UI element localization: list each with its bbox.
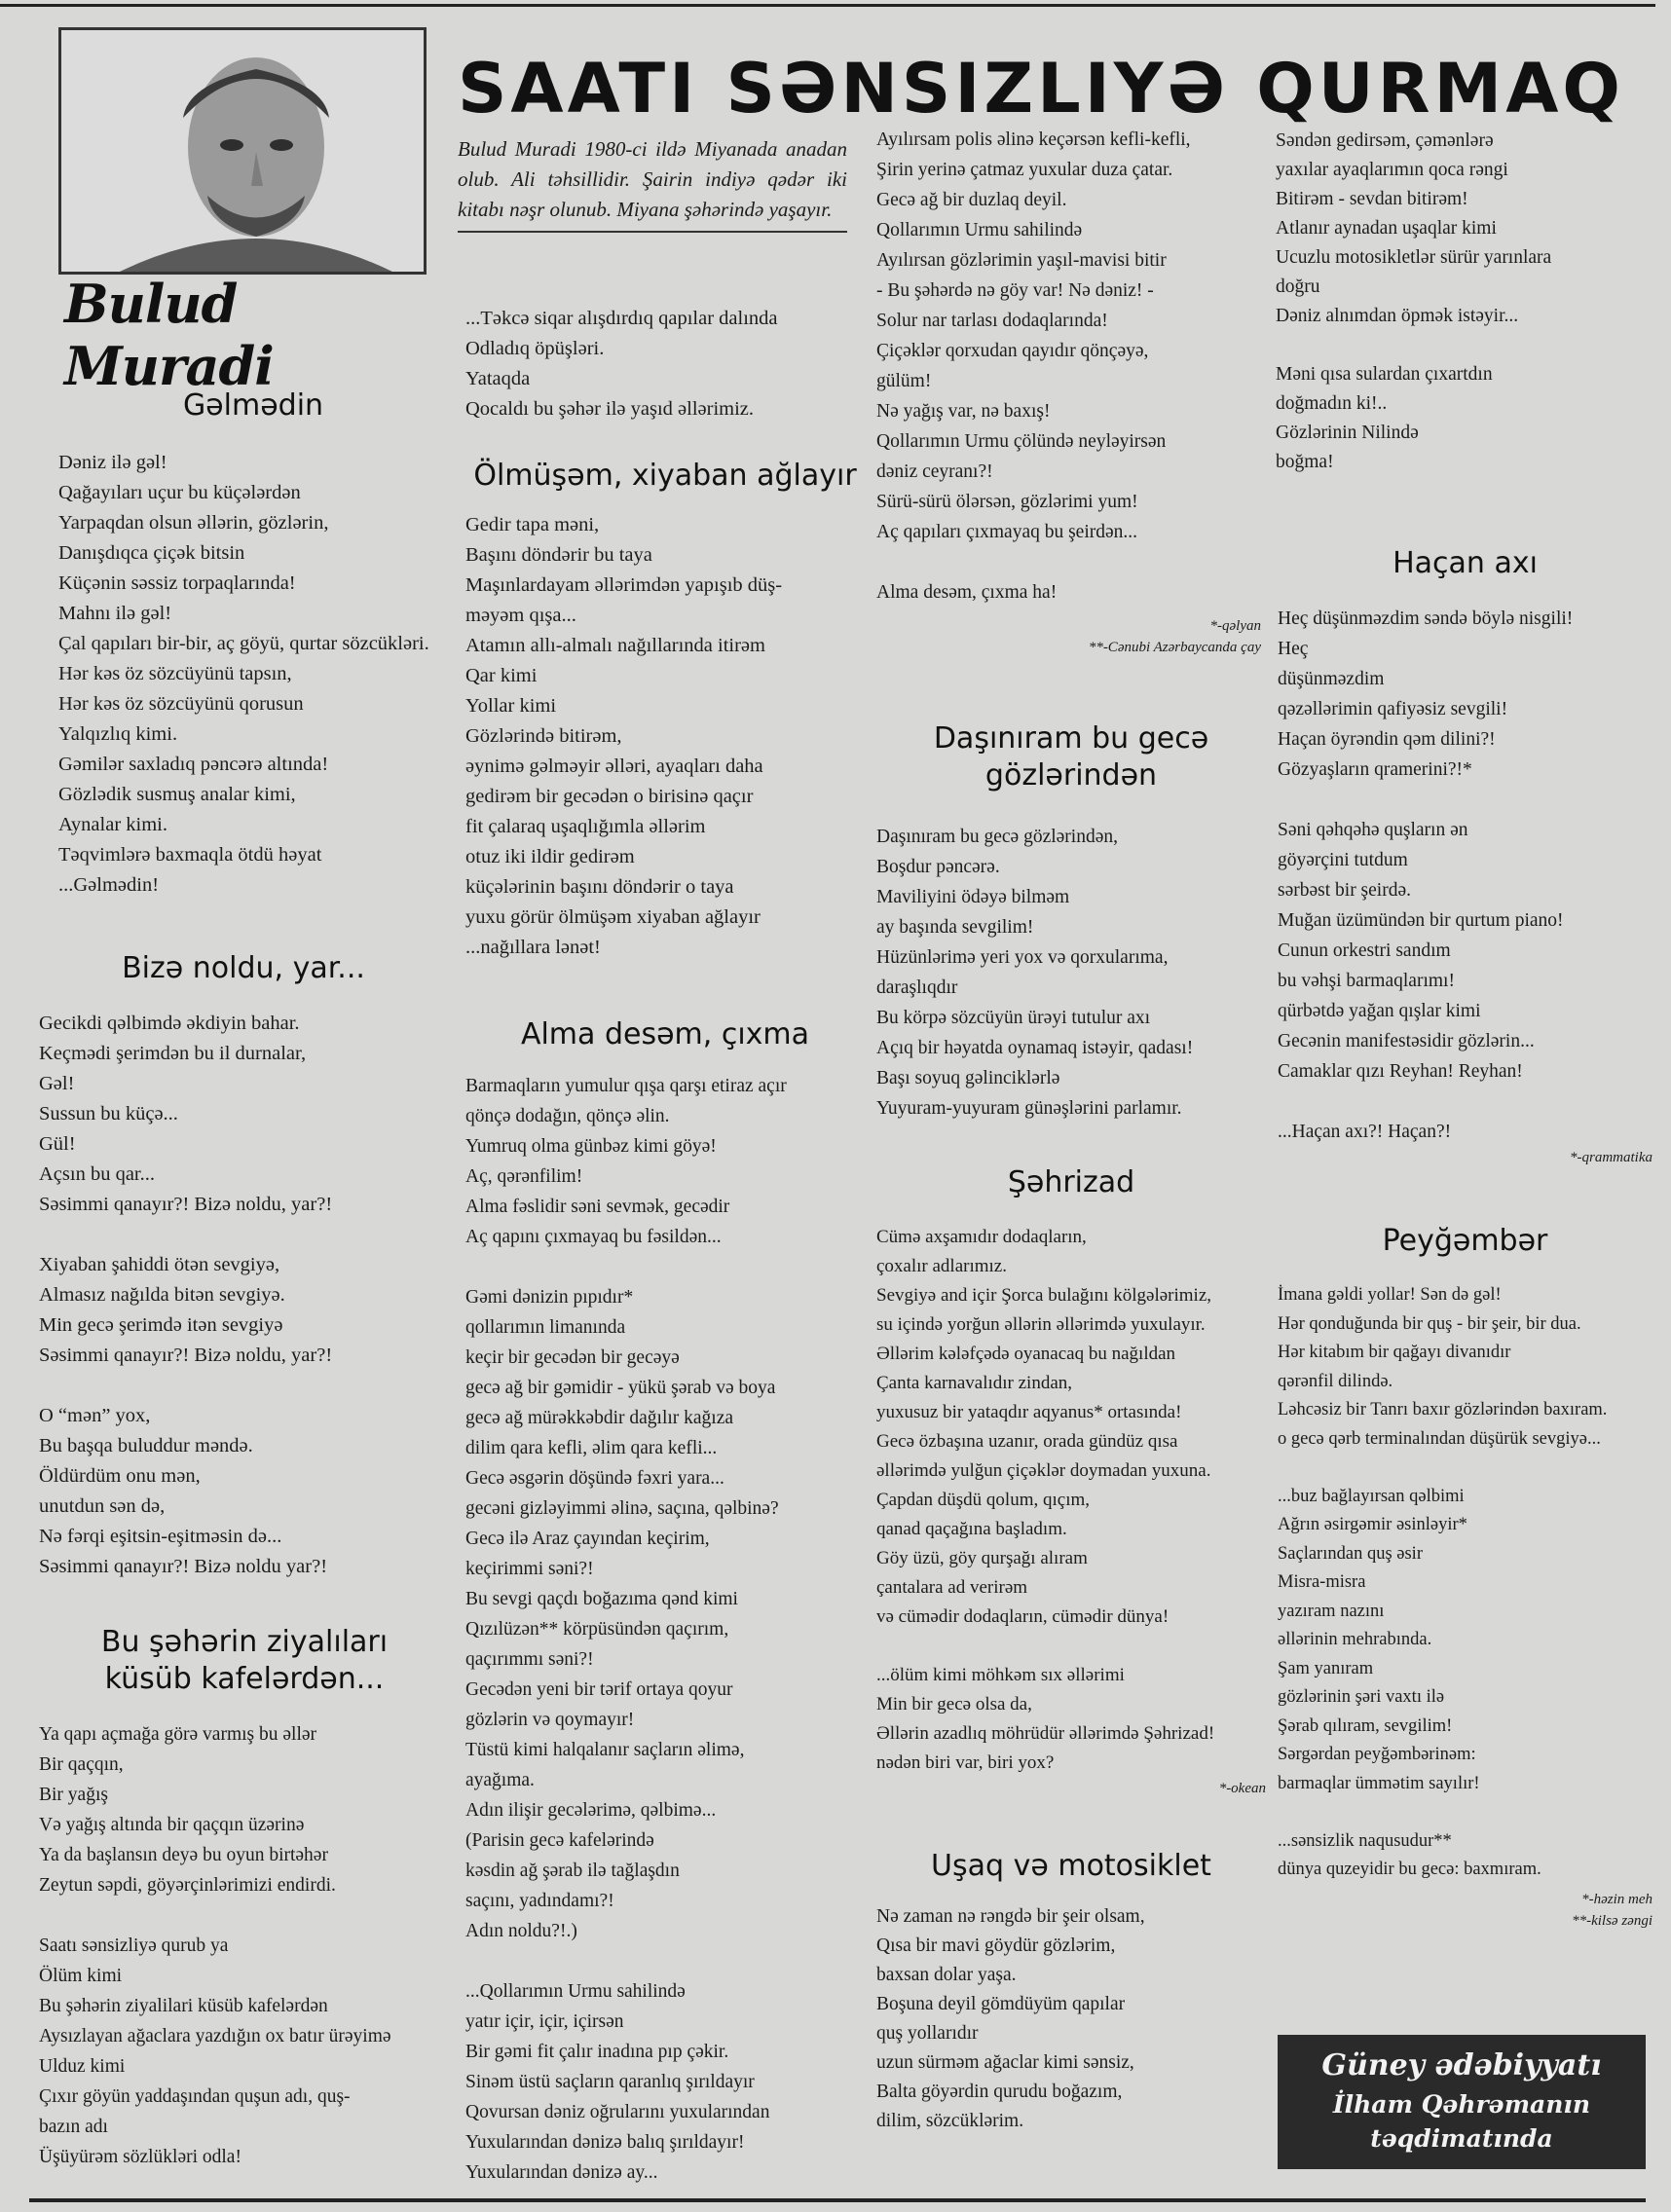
poem-ziyalilar xyxy=(39,1624,458,2172)
poem-text: Gecikdi qəlbimdə əkdiyin bahar. Keçmədi şerimdən bu il durnalar, Gəl! Sussun bu küçə... Gül! Açsın bu qar... Səsimmi qanayır?! Bizə noldu, yar?! Xiyaban şahiddi ötən sevgiyə, Almasız nağılda bitən sevgiyə. Min gecə şerimdə itən sevgiyə Səsimmi qanayır?! Bizə noldu, yar?! O “mən” yox, Bu başqa buluddur məndə. Öldürdüm onu mən, unutdun sən də, Nə fərqi eşitsin-eşitməsin də... Səsimmi qanayır?! Bizə noldu yar?! xyxy=(39,1013,333,1577)
poem-title: Daşınıram bu gecə gözlərindən xyxy=(933,721,1209,793)
top-rule xyxy=(0,4,1655,7)
poem-peygember xyxy=(1278,1223,1652,1932)
poem-title: Ölmüşəm, xiyaban ağlayır xyxy=(473,459,857,493)
poem-title: Şəhrizad xyxy=(1007,1165,1135,1199)
poem-text: ...Təkcə siqar alışdırdıq qapılar dalında Odladıq öpüşləri. Yataqda Qocaldı bu şəhər ilə yaşıd əllərimiz. xyxy=(465,308,778,420)
poem-text: Nə zaman nə rəngdə bir şeir olsam, Qısa bir mavi göydür gözlərim, baxsan dolar yaşa. Boşuna deyil gömdüyüm qapılar quş yollarıdır uzun sürməm ağaclar kimi sənsiz, Balta göyərdin qurudu boğazım, dilim, sözcüklərim. xyxy=(876,1906,1145,2131)
poem-alma xyxy=(465,1016,865,2188)
poem-text: İmana gəldi yollar! Sən də gəl! Hər qonduğunda bir quş - bir şeir, bir dua. Hər kitabım bir qağayı divanıdır qərənfil dilində. Ləhcəsiz bir Tanrı baxır gözlərindən baxıram. o gecə qərb terminalından düşürük sevgiyə... ...buz bağlayırsan qəlbimi Ağrın əsirgəmir əsinləyir* Saçlarından quş əsir Misra-misra yazıram nazını əllərinin mehrabında. Şam yanıram gözlərinin şəri vaxtı ilə Şərab qılıram, sevgilim! Sərgərdan peyğəmbərinəm: barmaqlar ümmətim sayılır! ...sənsizlik naqusudur** dünya quzeyidir bu gecə: baxmıram. xyxy=(1278,1285,1608,1879)
author-bio: Bulud Muradi 1980-ci ildə Miyanada anadan olub. Ali təhsillidir. Şairin indiyə qədər iki kitabı nəşr olunub. Miyana şəhərində yaşayır. xyxy=(458,134,847,233)
poem-title: Haçan axı xyxy=(1392,546,1538,580)
poem-title: Alma desəm, çıxma xyxy=(520,1017,810,1051)
bottom-rule xyxy=(29,2198,1646,2202)
poem-title: Peyğəmbər xyxy=(1382,1224,1548,1258)
poem-text: Ayılırsam polis əlinə keçərsən kefli-kefli, Şirin yerinə çatmaz yuxular duza çatar. Gecə ağ bir duzlaq deyil. Qollarımın Urmu sahilində Ayılırsan gözlərimin yaşıl-mavisi bitir - Bu şəhərdə nə göy var! Nə dəniz! - Solur nar tarlası dodaqlarında! Çiçəklər qorxudan qayıdır qönçəyə, gülüm! Nə yağış var, nə baxış! Qollarımın Urmu çölündə neyləyirsən dəniz ceyranı?! Sürü-sürü ölərsən, gözlərimi yum! Aç qapıları çıxmayaq bu şeirdən... Alma desəm, çıxma ha! xyxy=(876,129,1191,603)
author-photo xyxy=(58,27,427,275)
poem-usaq-continued xyxy=(1276,127,1651,477)
poem-olmusem xyxy=(465,458,865,963)
portrait-image xyxy=(61,30,424,272)
poem-text: Gedir tapa məni, Başını döndərir bu taya Maşınlardayam əllərimdən yapışıb düş- məyəm qışa... Atamın allı-almalı nağıllarında itirəm Qar kimi Yollar kimi Gözlərində bitirəm, əynimə gəlməyir əlləri, ayaqları daha gedirəm bir gecədən o birisinə qaçır fit çalaraq uşaqlığımla əllərim otuz iki ildir gedirəm küçələrinin başını döndərir o taya yuxu görür ölmüşəm xiyaban ağlayır ...nağıllara lənət! xyxy=(465,514,783,958)
footnote: *-okean xyxy=(1218,1781,1266,1796)
presenter-name: İlham Qəhrəmanın xyxy=(1332,2090,1591,2119)
poem-title: Bizə noldu, yar... xyxy=(122,951,365,985)
poem-text: Cümə axşamıdır dodaqların, çoxalır adlarımız. Sevgiyə and içir Şorca bulağını kölgələrimiz, su içində yorğun əllərin əllərimdə yuxulayır. Əllərim kələfçədə oyanacaq bu nağıldan Çanta karnavalıdır zindan, yuxusuz bir yataqdır aqyanus* ortasında! Gecə özbaşına uzanır, orada gündüz qısa əllərimdə yulğun çiçəklər doymadan yuxuna. Çapdan düşdü qolum, qıçım, qanad qaçağına başladım. Göy üzü, göy qurşağı alıram çantalara ad verirəm və cümədir dodaqların, cümədir dünya! ...ölüm kimi möhkəm sıx əllərimi Min bir gecə olsa da, Əllərin azadlıq möhrüdür əllərimdə Şəhrizad! nədən biri var, biri yox? xyxy=(876,1227,1215,1773)
poem-text: Ya qapı açmağa görə varmış bu əllər Bir qaçqın, Bir yağış Və yağış altında bir qaçqın üzərinə Ya da başlansın deyə bu oyun birtəhər Zeytun səpdi, göyərçinlərimizi endirdi. Saatı sənsizliyə qurub ya Ölüm kimi Bu şəhərin ziyalilari küsüb kafelərdən Aysızlayan ağaclara yazdığın ox batır ürəyimə Ulduz kimi Çıxır göyün yaddaşından quşun adı, quş- bazın adı Üşüyürəm sözlükləri odla! xyxy=(39,1724,391,2167)
section-credit-box xyxy=(1278,2035,1646,2169)
poem-usaq xyxy=(876,1848,1266,2136)
poem-hacan xyxy=(1278,545,1652,1168)
poem-title: Uşaq və motosiklet xyxy=(931,1849,1211,1883)
poem-text: Heç düşünməzdim səndə böylə nisgili! Heç düşünməzdim qəzəllərimin qafiyəsiz sevgili! Haçan öyrəndin qəm dilini?! Gözyaşların qramerini?!* Səni qəhqəhə quşların ən göyərçini tutdum sərbəst bir şeirdə. Muğan üzümündən bir qurtum piano! Cunun orkestri sandım bu vəhşi barmaqlarımı! qürbətdə yağan qışlar kimi Gecənin manifestəsidir gözlərin... Camaklar qızı Reyhan! Reyhan! ...Haçan axı?! Haçan?! xyxy=(1278,608,1574,1142)
poem-text: Səndən gedirsəm, çəmənlərə yaxılar ayaqlarımın qoca rəngi Bitirəm - sevdan bitirəm! Atlanır aynadan uşaqlar kimi Ucuzlu motosikletlər sürür yarınlara doğru Dəniz alnımdan öpmək istəyir... Məni qısa sulardan çıxartdın doğmadın ki!.. Gözlərinin Nilində boğma! xyxy=(1276,130,1552,472)
author-signature: Bulud Muradi xyxy=(64,273,274,397)
poem-title: Bu şəhərin ziyalıları küsüb kafelərdən... xyxy=(100,1625,389,1696)
poem-text: Dəniz ilə gəl! Qağayıları uçur bu küçələrdən Yarpaqdan olsun əllərin, gözlərin, Danışdıqca çiçək bitsin Küçənin səssiz torpaqlarında! Mahnı ilə gəl! Çal qapıları bir-bir, aç göyü, qurtar sözcükləri. Hər kəs öz sözcüyünü tapsın, Hər kəs öz sözcüyünü qorusun Yalqızlıq kimi. Gəmilər saxladıq pəncərə altında! Gözlədik susmuş analar kimi, Aynalar kimi. Təqvimlərə baxmaqla ötdü həyat ...Gəlmədin! xyxy=(58,452,429,896)
presenter-caption: təqdimatında xyxy=(1370,2124,1553,2153)
footnote: *-həzin meh xyxy=(1581,1891,1652,1907)
poem-bize-noldu xyxy=(39,950,448,1582)
intro-verse xyxy=(465,304,865,424)
page-title: SAATI SƏNSIZLIYƏ QURMAQ xyxy=(458,49,1624,129)
poem-title: Gəlmədin xyxy=(182,388,324,423)
poem-alma-continued xyxy=(876,125,1261,658)
poem-text: Barmaqların yumulur qışa qarşı etiraz açır qönçə dodağın, qönçə əlin. Yumruq olma günbəz kimi göyə! Aç, qərənfilim! Alma fəslidir səni sevmək, gecədir Aç qapını çıxmayaq bu fəsildən... Gəmi dənizin pıpıdır* qollarımın limanında keçir bir gecədən bir gecəyə gecə ağ bir gəmidir - yükü şərab və boya gecə ağ mürəkkəbdir dağılır kağıza dilim qara kefli, əlim qara kefli... Gecə əsgərin döşündə fəxri yara... gecəni gizləyimmi əlinə, saçına, qəlbinə? Gecə ilə Araz çayından keçirim, keçirimmi səni?! Bu sevgi qaçdı boğazıma qənd kimi Qızılüzən** körpüsündən qaçırım, qaçırımmı səni?! Gecədən yeni bir tərif ortaya qoyur gözlərin və qoymayır! Tüstü kimi halqalanır saçların əlimə, ayağıma. Adın ilişir gecələrimə, qəlbimə... (Parisin gecə kafelərində kəsdin ağ şərab ilə tağlaşdın saçını, yadındamı?! Adın noldu?!.) ...Qollarımın Urmu sahilində yatır içir, içir, içirsən Bir gəmi fit çalır inadına pıp çəkir. Sinəm üstü saçların qaranlıq şırıldayır Qovursan dəniz oğrularını yuxularından Yuxularından dənizə balıq şırıldayır! Yuxularından dənizə ay... xyxy=(465,1076,787,2183)
footnote: *-qrammatika xyxy=(1570,1150,1652,1165)
poem-gelmedin xyxy=(58,387,448,901)
footnote: *-qəlyan xyxy=(1209,618,1261,634)
footnote: **-Cənubi Azərbaycanda çay xyxy=(1088,640,1261,655)
poem-text: Daşınıram bu gecə gözlərindən, Boşdur pəncərə. Maviliyini ödəyə bilməm ay başında sevgilim! Hüzünlərimə yeri yox və qorxularıma, daraşlıqdır Bu körpə sözcüyün ürəyi tutulur axı Açıq bir həyatda oynamaq istəyir, qadası! Başı soyuq gəlinciklərlə Yuyuram-yuyuram günəşlərini parlamır. xyxy=(876,827,1194,1119)
poem-sehrizad xyxy=(876,1164,1266,1799)
section-name: Güney ədəbiyyatı xyxy=(1321,2048,1602,2083)
footnote: **-kilsə zəngi xyxy=(1572,1912,1652,1929)
poem-dasiniram xyxy=(876,720,1266,1124)
